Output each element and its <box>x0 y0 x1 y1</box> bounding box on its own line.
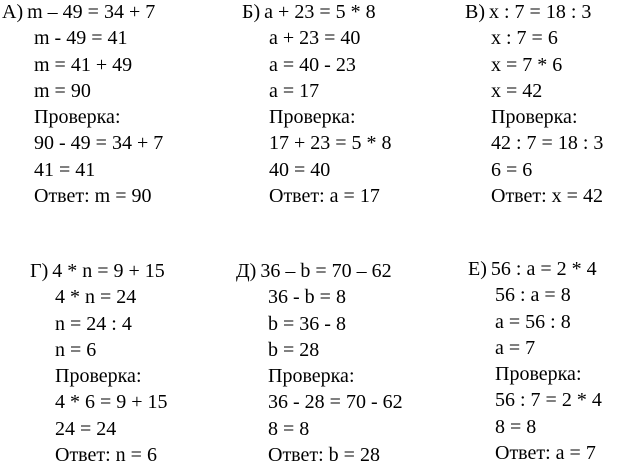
solution-step: m - 49 = 41 <box>34 27 128 50</box>
problem-label: Е) <box>468 258 487 280</box>
check-step: 56 : 7 = 2 * 4 <box>495 389 602 412</box>
problem-equation: m – 49 = 34 + 7 <box>27 1 156 23</box>
solution-step: m = 41 + 49 <box>34 53 133 76</box>
problem-label: Д) <box>236 260 257 282</box>
problem-d <box>236 258 403 468</box>
check-step: 8 = 8 <box>268 417 310 440</box>
check-step: 17 + 23 = 5 * 8 <box>269 132 392 155</box>
problem-g <box>30 258 168 468</box>
problem-heading <box>468 256 602 282</box>
solution-step: x = 42 <box>491 79 543 102</box>
check-step: 4 * 6 = 9 + 15 <box>55 391 168 414</box>
check-step: 8 = 8 <box>495 415 537 438</box>
check-title: Проверка: <box>55 365 142 388</box>
problem-v <box>465 0 603 209</box>
problem-e <box>468 256 602 466</box>
problem-label: Б) <box>242 1 261 23</box>
solution-step: n = 6 <box>55 338 97 361</box>
solution-step: a = 17 <box>269 79 320 102</box>
problem-heading <box>2 0 163 25</box>
problem-equation: 56 : a = 2 * 4 <box>490 258 597 280</box>
problem-heading <box>30 258 168 284</box>
answer: Ответ: b = 28 <box>268 444 380 467</box>
problem-heading <box>242 0 392 25</box>
problem-equation: a + 23 = 5 * 8 <box>264 1 376 23</box>
check-step: 24 = 24 <box>55 417 117 440</box>
problem-b <box>242 0 392 209</box>
solution-step: m = 90 <box>34 79 91 102</box>
solution-step: 4 * n = 24 <box>55 286 137 309</box>
answer: Ответ: a = 7 <box>495 442 596 465</box>
solution-step: x : 7 = 6 <box>491 27 558 50</box>
answer: Ответ: x = 42 <box>491 185 603 208</box>
problem-equation: 4 * n = 9 + 15 <box>52 260 165 282</box>
answer: Ответ: n = 6 <box>55 444 157 467</box>
solution-step: 56 : a = 8 <box>495 284 571 307</box>
check-step: 42 : 7 = 18 : 3 <box>491 132 604 155</box>
solution-step: a = 7 <box>495 336 536 359</box>
problem-label: А) <box>2 1 24 23</box>
problem-label: В) <box>465 1 485 23</box>
problem-heading <box>236 258 403 284</box>
solution-step: n = 24 : 4 <box>55 312 132 335</box>
check-step: 90 - 49 = 34 + 7 <box>34 132 164 155</box>
solution-step: 36 - b = 8 <box>268 286 346 309</box>
problem-label: Г) <box>30 260 49 282</box>
problem-equation: x : 7 = 18 : 3 <box>489 1 592 23</box>
answer: Ответ: a = 17 <box>269 185 380 208</box>
check-title: Проверка: <box>268 365 355 388</box>
solution-step: a + 23 = 40 <box>269 27 361 50</box>
solution-step: a = 40 - 23 <box>269 53 356 76</box>
problem-heading <box>465 0 603 25</box>
check-step: 41 = 41 <box>34 158 96 181</box>
check-title: Проверка: <box>491 106 578 129</box>
answer: Ответ: m = 90 <box>34 185 152 208</box>
solution-step: a = 56 : 8 <box>495 310 571 333</box>
check-title: Проверка: <box>269 106 356 129</box>
check-step: 6 = 6 <box>491 158 533 181</box>
solution-step: b = 28 <box>268 338 320 361</box>
check-step: 36 - 28 = 70 - 62 <box>268 391 403 414</box>
check-step: 40 = 40 <box>269 158 331 181</box>
check-title: Проверка: <box>34 106 121 129</box>
solution-step: b = 36 - 8 <box>268 312 346 335</box>
problem-equation: 36 – b = 70 – 62 <box>260 260 392 282</box>
solution-step: x = 7 * 6 <box>491 53 563 76</box>
check-title: Проверка: <box>495 363 582 386</box>
problem-a <box>2 0 163 209</box>
